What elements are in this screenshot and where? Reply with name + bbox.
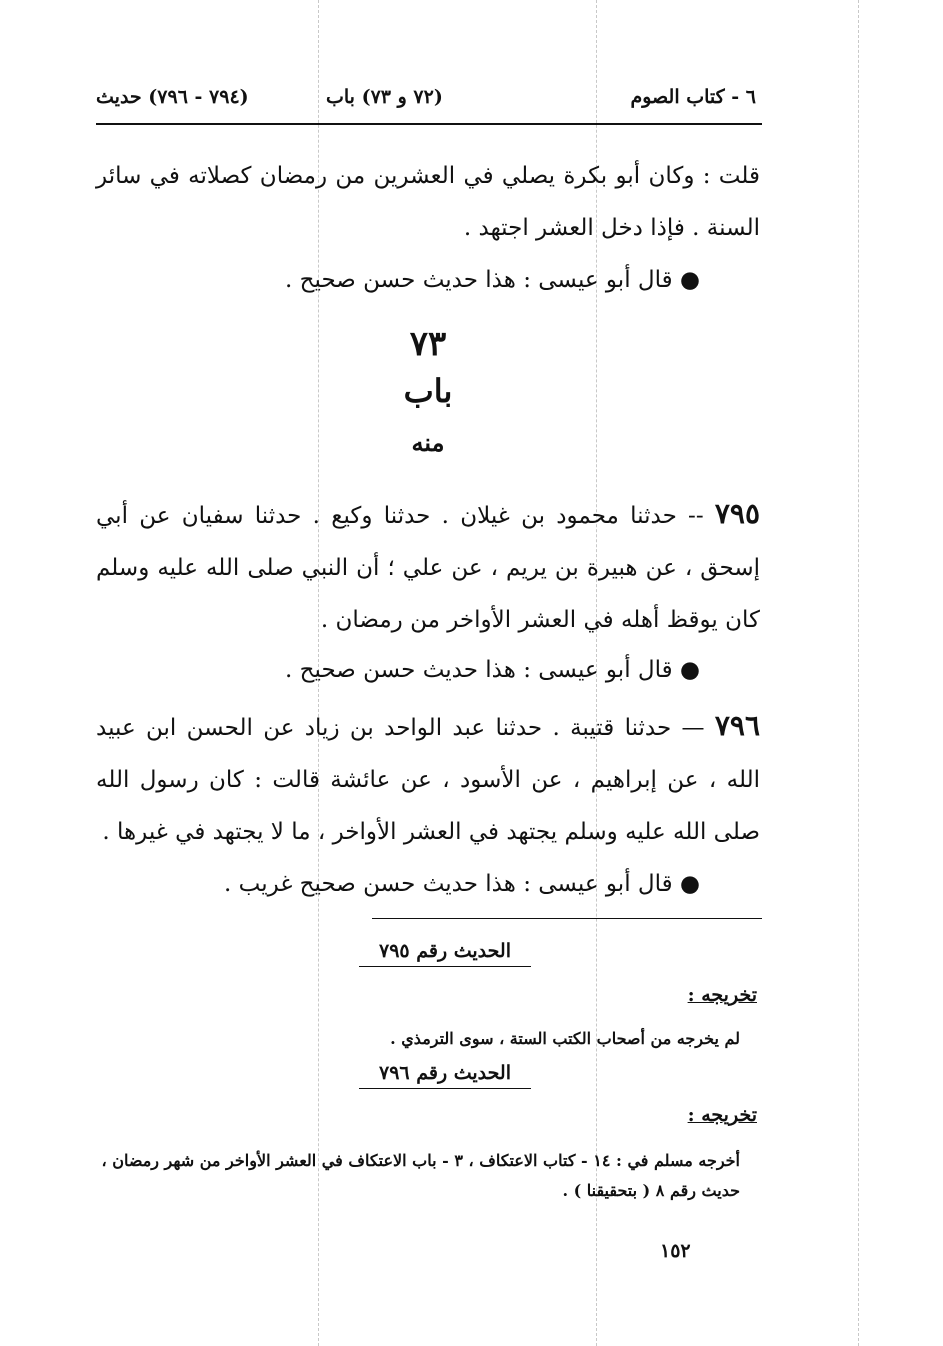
hadith-text: — حدثنا قتيبة . حدثنا عبد الواحد بن زياد عن الحسن ابن عبيد الله ، عن إبراهيم ، عن الأسود ، عن عائشة قالت : كان رسول الله صلى الله عليه وسلم يجتهد في العشر الأواخر ، ما لا يجتهد في غيرها . [96,715,760,845]
hadith-796 [96,700,760,858]
footnote-label: تخريجه : [687,984,757,1006]
hadith-795-grade: ● قال أبو عيسى : هذا حديث حسن صحيح . [285,657,700,683]
footnote-title: الحديث رقم ٧٩٥ [330,940,560,967]
header-chapter-range: (٧٢ و ٧٣) باب [326,86,443,108]
footnote-text: أخرجه مسلم في : ١٤ - كتاب الاعتكاف ، ٣ - باب الاعتكاف في العشر الأواخر من شهر رمضان ، حديث رقم ٨ ( بتحقيقنا ) . [101,1151,740,1200]
hadith-text: -- حدثنا محمود بن غيلان . حدثنا وكيع . حدثنا سفيان عن أبي إسحق ، عن هبيرة بن يريم ، عن علي ؛ أن النبي صلى الله عليه وسلم كان يوقظ أهله في العشر الأواخر من رمضان . [96,503,760,633]
footnote-title: الحديث رقم ٧٩٦ [330,1062,560,1089]
hadith-number: ٧٩٦ [714,709,761,742]
footnote-text: لم يخرجه من أصحاب الكتب الستة ، سوى الترمذي . [390,1029,740,1048]
chapter-subtitle: منه [411,428,445,457]
header-rule [96,123,762,125]
page-number: ١٥٢ [660,1240,691,1262]
continuation-grade: ● قال أبو عيسى : هذا حديث حسن صحيح . [285,267,700,293]
footnote-rule [372,918,762,919]
footnote-label: تخريجه : [687,1104,757,1126]
chapter-number: ٧٣ [409,324,447,364]
header-hadith-range: (٧٩٤ - ٧٩٦) حديث [96,86,249,108]
hadith-795 [96,488,760,646]
hadith-number: ٧٩٥ [714,497,761,530]
chapter-title: باب [403,372,453,410]
running-header [96,80,756,116]
hadith-796-grade: ● قال أبو عيسى : هذا حديث حسن صحيح غريب . [224,871,700,897]
continuation-paragraph: قلت : وكان أبو بكرة يصلي في العشرين من رمضان كصلاته في سائر السنة . فإذا دخل العشر اجتهد . [96,163,760,241]
scan-guide-line [858,0,859,1346]
header-book-title: ٦ - كتاب الصوم [630,86,756,108]
